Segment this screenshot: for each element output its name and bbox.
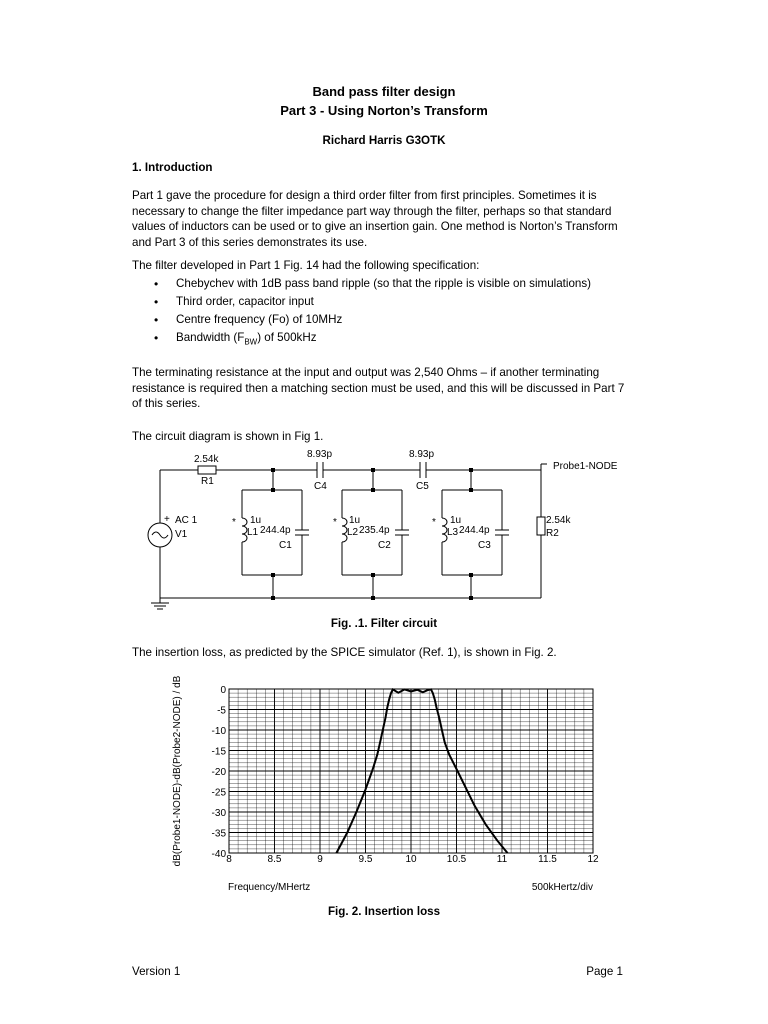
x-tick-label: 9 [317,854,323,865]
junction-dot [469,573,473,577]
figure-1-caption: Fig. .1. Filter circuit [330,617,438,630]
c3-name: C3 [478,540,491,551]
junction-dot [271,468,275,472]
y-tick-label: -5 [217,705,226,717]
x-tick-label: 12 [587,854,599,865]
figure-2-caption: Fig. 2. Insertion loss [327,905,441,918]
y-tick-label: -10 [211,726,226,737]
x-tick-label: 10.5 [446,854,467,865]
ac-source-wave [152,532,168,538]
junction-dot [271,573,275,577]
y-tick-label: -30 [211,808,226,819]
x-tick-label: 11.5 [538,854,557,865]
bullet-prefix: Bandwidth (F [176,331,245,344]
x-tick-label: 10 [405,854,417,865]
source-label: AC 1 [175,515,198,526]
l1-dot: * [232,517,236,528]
c3-value: 244.4p [459,525,490,536]
paragraph-line: The terminating resistance at the input and output was 2,540 Ohms – if another terminating [132,366,600,379]
junction-dot [371,573,375,577]
r1-name: R1 [201,476,214,487]
paragraph-line: and Part 3 of this series demonstrates its use. [132,235,368,249]
x-tick-label: 9.5 [358,854,373,865]
source-name: V1 [175,529,188,540]
r1-value: 2.54k [194,454,219,465]
resistor-r1 [198,466,216,474]
paragraph-line: values of inductors can be used or to give an insertion gain. One method is Norton’s Transform [132,220,618,233]
document-title: Band pass filter design [312,84,456,99]
junction-dot [271,488,275,492]
list-item: • Chebychev with 1dB pass band ripple (so that the ripple is visible on simulations) [132,275,637,293]
l2-name: L2 [347,527,359,538]
y-tick-label: -20 [211,767,226,778]
c2-name: C2 [378,540,391,551]
x-tick-label: 8.5 [267,854,282,865]
l2-value: 1u [349,515,361,526]
junction-dot [371,596,375,600]
r2-value: 2.54k [546,515,571,526]
l1-name: L1 [247,527,259,538]
junction-dot [271,596,275,600]
c4-value: 8.93p [307,449,333,460]
y-tick-labels [212,685,227,860]
resistor-r2 [537,517,545,535]
section-heading: 1. Introduction [132,161,213,174]
bullet-suffix: ) of 500kHz [257,331,317,344]
spec-intro: The filter developed in Part 1 Fig. 14 had the following specification: [132,259,480,272]
y-tick-label: -15 [211,746,226,758]
x-tick-labels [226,854,599,865]
x-tick-label: 8 [226,854,232,865]
paragraph-line: necessary to change the filter impedance part way through the filter, perhaps so that standard [132,204,612,218]
junction-dot [371,488,375,492]
y-tick-label: -40 [211,849,226,860]
y-tick-label: -25 [211,787,226,799]
y-tick-label: 0 [220,685,226,696]
c2-value: 235.4p [359,525,390,536]
circuit-intro: The circuit diagram is shown in Fig 1. [132,430,324,443]
x-tick-label: 11 [496,854,508,865]
junction-dot [371,468,375,472]
c5-name: C5 [416,481,429,492]
l3-dot: * [432,517,436,528]
junction-dot [469,468,473,472]
c1-name: C1 [279,540,292,551]
version-label: Version 1 [132,965,181,978]
source-plus: + [164,514,170,525]
list-item: • Third order, capacitor input [132,293,637,311]
paragraph-line: Part 1 gave the procedure for design a third order filter from first principles. Sometimes it is [132,189,597,202]
paragraph-line: resistance is required then a matching section must be used, and this will be discussed in Part 7 [132,381,625,395]
r2-name: R2 [546,528,559,539]
x-scale-note: 500kHertz/div [531,882,593,893]
l3-value: 1u [450,515,462,526]
l1-value: 1u [250,515,262,526]
page-number: Page 1 [586,965,623,978]
x-axis-label: Frequency/MHertz [228,882,311,893]
c5-value: 8.93p [409,449,435,460]
bullet-subscript: BW [244,337,258,347]
insertion-loss-chart [160,668,620,896]
y-axis-label: dB(Probe1-NODE)-dB(Probe2-NODE) / dB [172,675,183,867]
l2-dot: * [333,517,337,528]
y-tick-label: -35 [211,828,226,840]
author: Richard Harris G3OTK [322,134,446,147]
junction-dot [469,488,473,492]
paragraph-line: of this series. [132,397,201,410]
insertion-loss-intro: The insertion loss, as predicted by the SPICE simulator (Ref. 1), is shown in Fig. 2. [132,646,557,659]
c1-value: 244.4p [260,525,291,536]
c4-name: C4 [314,481,327,492]
probe-label: Probe1-NODE [553,461,618,472]
document-subtitle: Part 3 - Using Norton’s Transform [280,103,488,118]
junction-dot [469,596,473,600]
l3-name: L3 [447,527,459,538]
list-item: • Centre frequency (Fo) of 10MHz [132,311,637,329]
